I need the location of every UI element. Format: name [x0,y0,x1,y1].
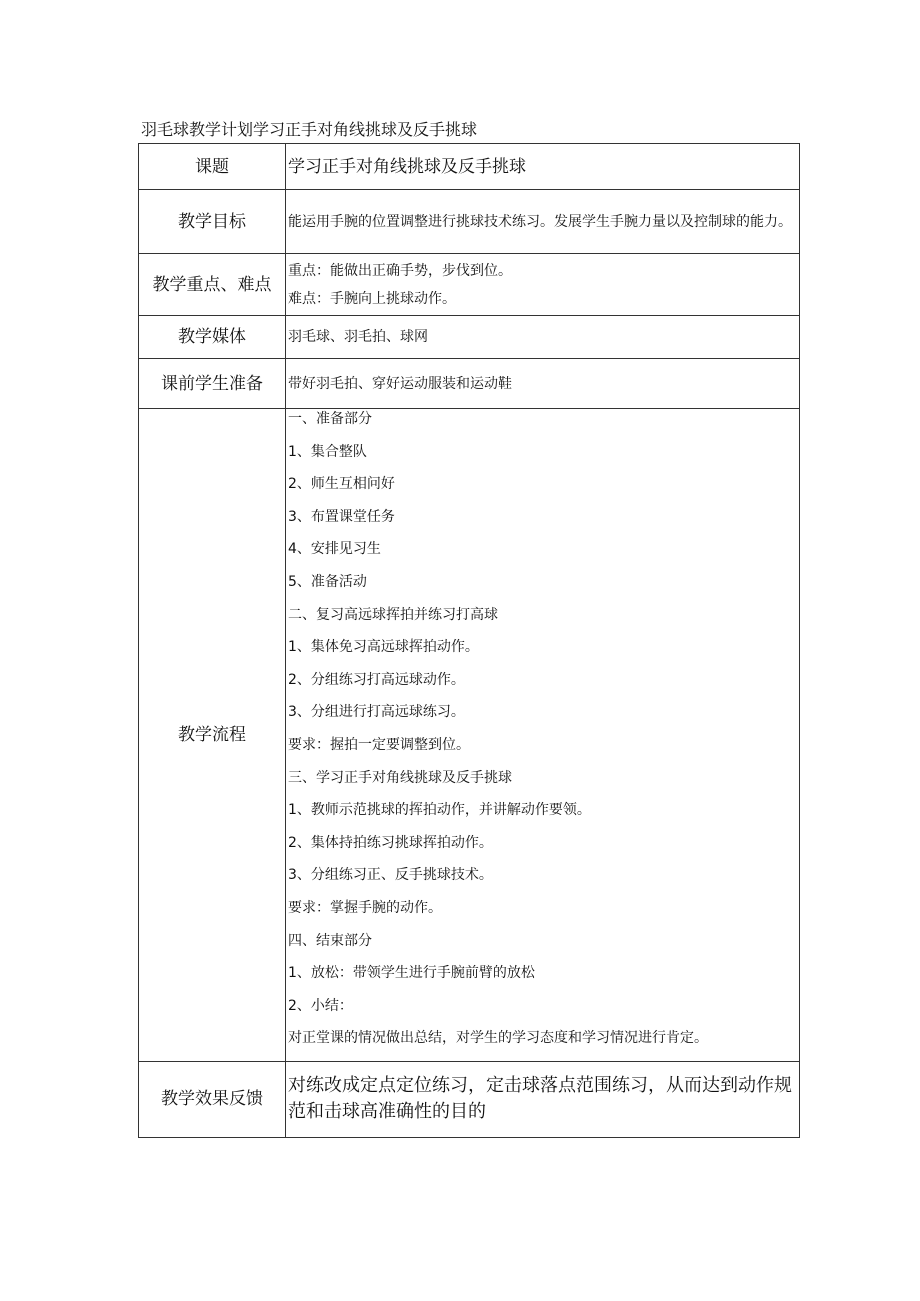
topic-label: 课题 [139,144,286,190]
process-line: 1、教师示范挑球的挥拍动作，并讲解动作要领。 [288,802,591,819]
process-line: 1、集合整队 [288,443,367,460]
process-line: 1、集体免习高远球挥拍动作。 [288,639,479,656]
preparation-value: 带好羽毛拍、穿好运动服装和运动鞋 [286,359,800,409]
process-line: 对正堂课的情况做出总结，对学生的学习态度和学习情况进行肯定。 [288,1030,708,1047]
media-label: 教学媒体 [139,316,286,359]
key-point-line: 重点：能做出正确手势，步伐到位。 [288,262,512,279]
process-line: 四、结束部分 [288,932,372,949]
process-line: 3、布置课堂任务 [288,508,395,525]
table-row-process [139,409,800,1062]
table-row-feedback [139,1061,800,1137]
preparation-label: 课前学生准备 [139,359,286,409]
topic-value: 学习正手对角线挑球及反手挑球 [286,144,800,190]
process-line: 要求：掌握手腕的动作。 [288,899,442,916]
objective-value [286,190,800,254]
media-value: 羽毛球、羽毛拍、球网 [286,316,800,359]
process-line: 2、分组练习打高远球动作。 [288,671,465,688]
table-row-preparation [139,359,800,409]
lesson-plan-table [138,143,800,1138]
process-line: 三、学习正手对角线挑球及反手挑球 [288,769,512,786]
process-label: 教学流程 [139,409,286,1062]
key-points-label: 教学重点、难点 [139,254,286,316]
process-line: 要求：握拍一定要调整到位。 [288,736,470,753]
difficulty-line: 难点：手腕向上挑球动作。 [288,290,456,307]
document-title: 羽毛球教学计划学习正手对角线挑球及反手挑球 [141,120,478,139]
table-row-objective [139,190,800,254]
process-line: 2、师生互相问好 [288,476,395,493]
feedback-value: 对练改成定点定位练习，定击球落点范围练习，从而达到动作规范和击球高准确性的目的 [286,1061,800,1137]
process-line: 二、复习高远球挥拍并练习打高球 [288,606,498,623]
process-line: 2、集体持拍练习挑球挥拍动作。 [288,834,493,851]
process-line: 3、分组练习正、反手挑球技术。 [288,867,493,884]
process-line: 2、小结： [288,997,353,1014]
process-line: 4、安排见习生 [288,541,381,558]
table-row-key-points [139,254,800,316]
process-value [286,409,800,1062]
feedback-label: 教学效果反馈 [139,1061,286,1137]
objective-label: 教学目标 [139,190,286,254]
key-points-value [286,254,800,316]
table-row-media [139,316,800,359]
process-line: 一、准备部分 [288,411,372,427]
objective-text: 能运用手腕的位置调整进行挑球技术练习。发展学生手腕力量以及控制球的能力。 [288,213,792,230]
process-line: 1、放松：带领学生进行手腕前臂的放松 [288,965,535,982]
process-line: 3、分组进行打高远球练习。 [288,704,465,721]
process-line: 5、准备活动 [288,573,367,590]
table-row-topic [139,144,800,190]
